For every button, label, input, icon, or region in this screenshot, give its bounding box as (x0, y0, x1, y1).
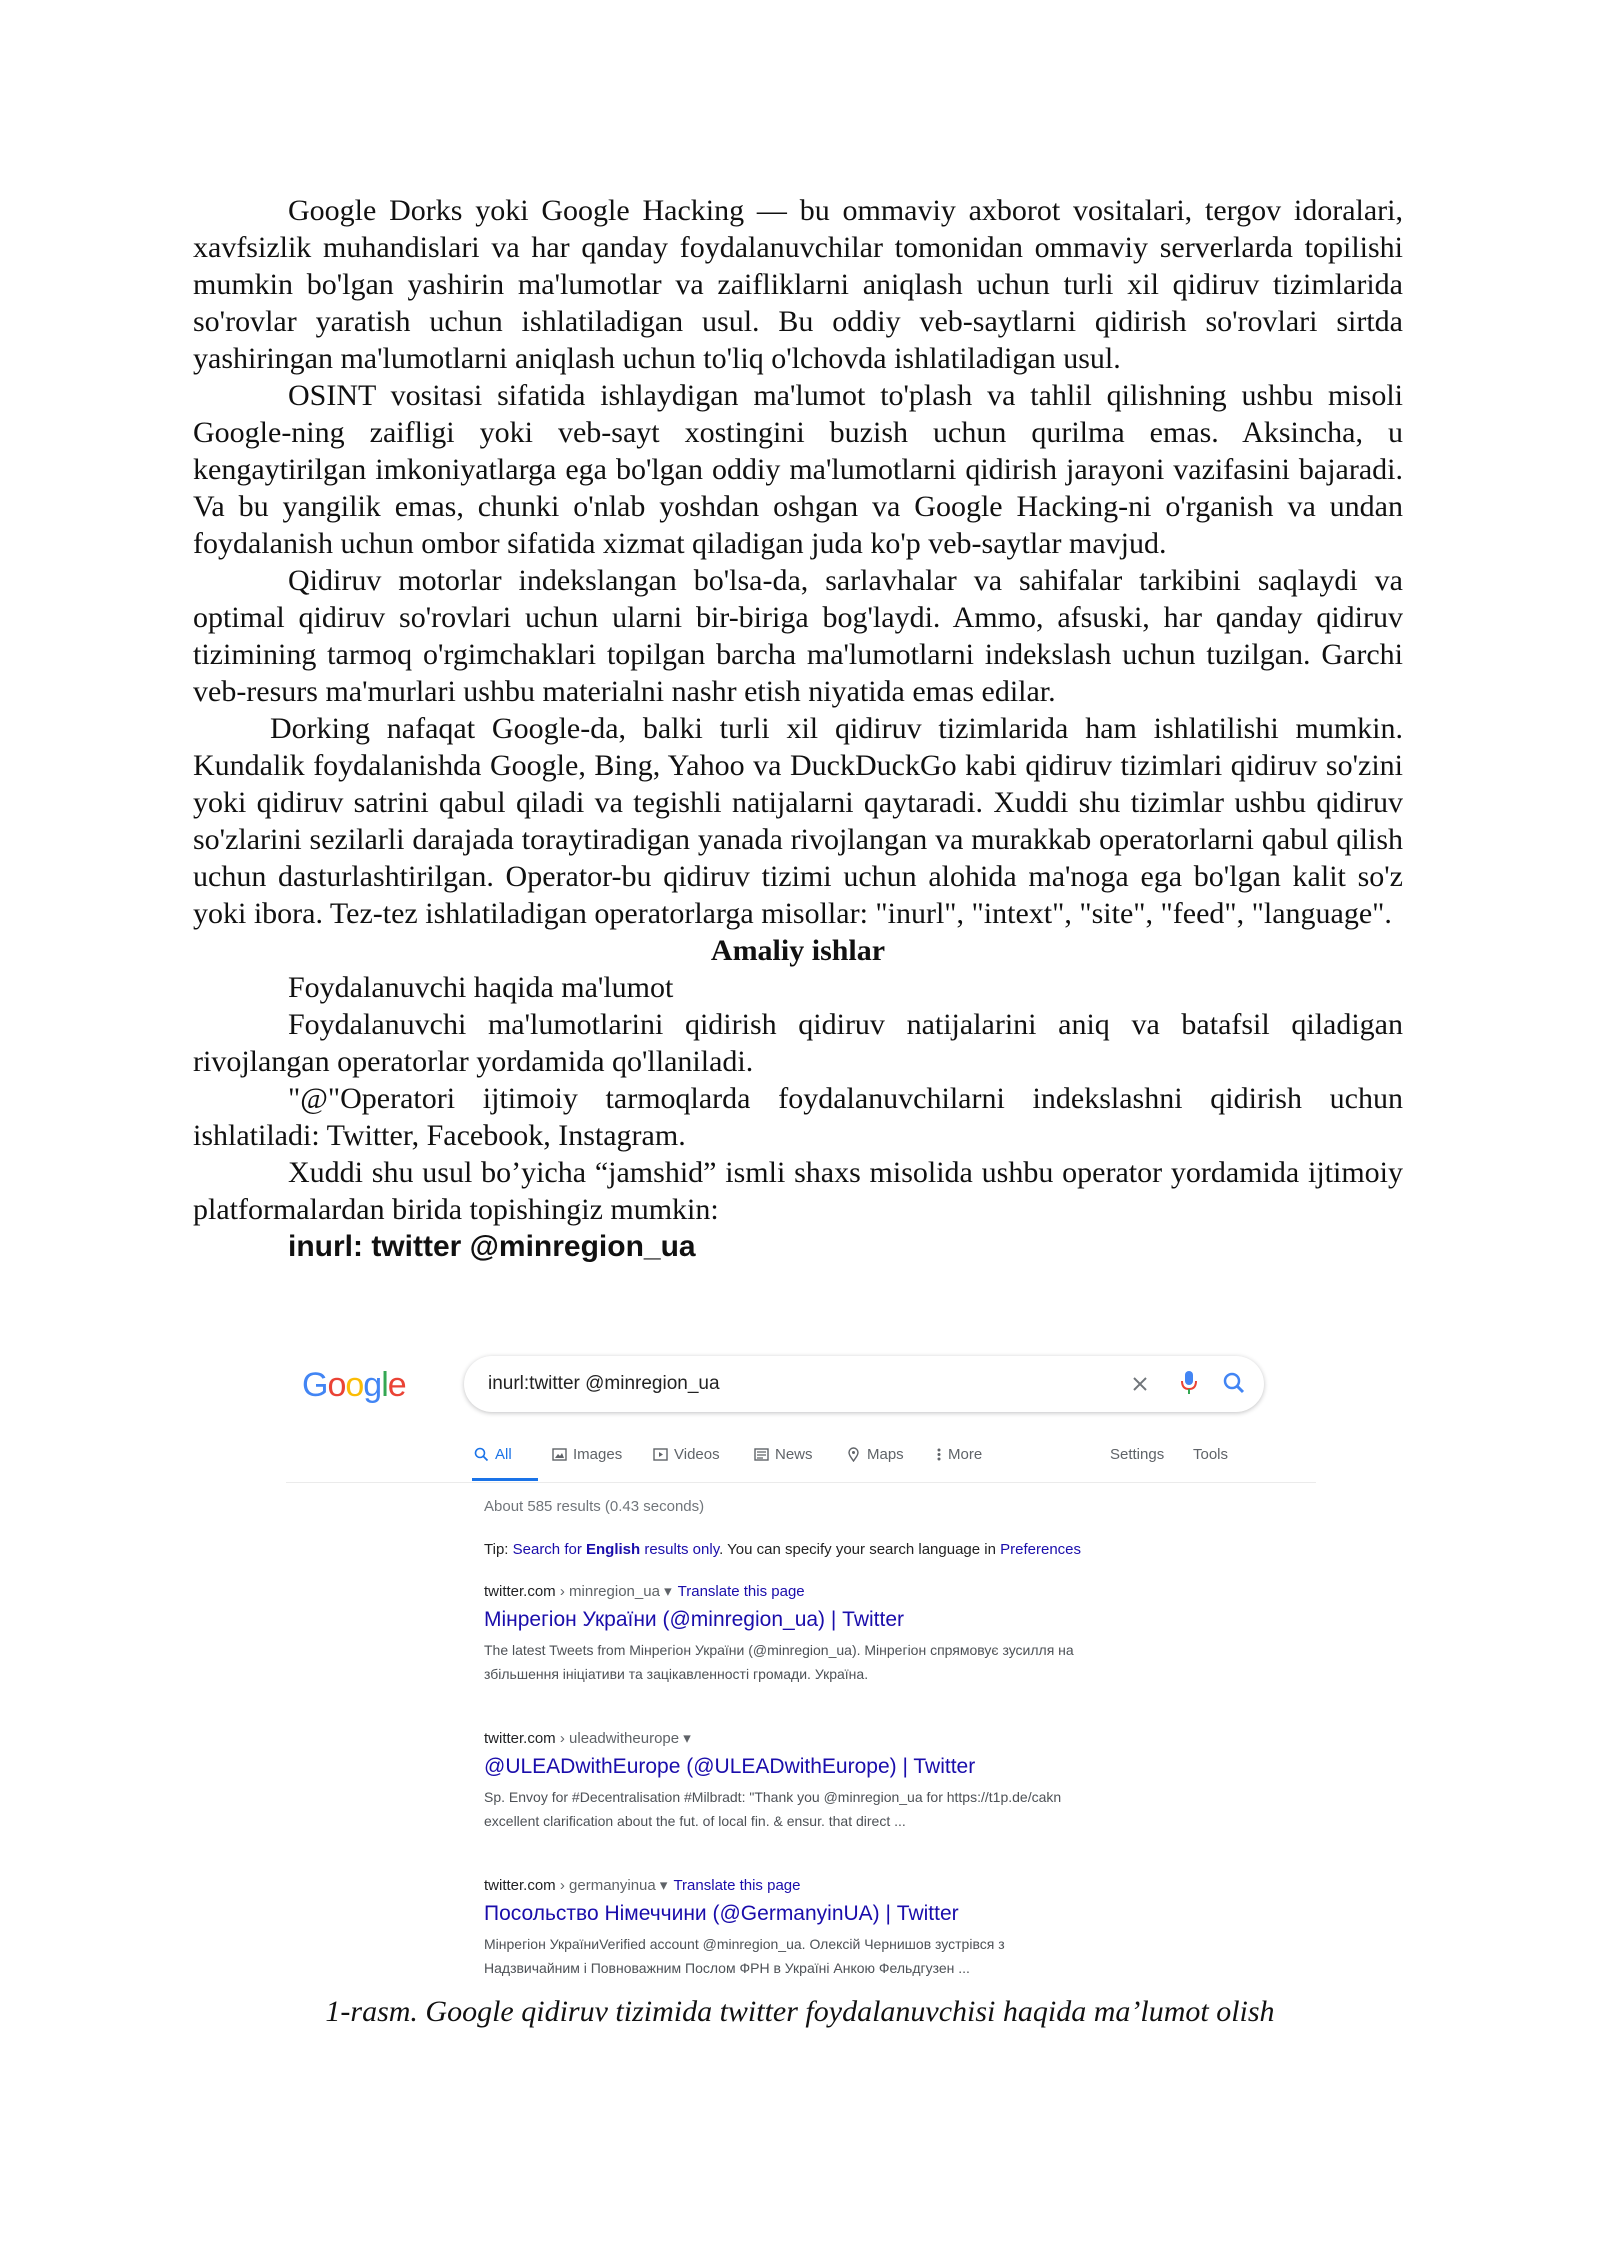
result-url (484, 1582, 1204, 1600)
result-title-link[interactable]: @ULEADwithEurope (@ULEADwithEurope) | Twitter (484, 1755, 976, 1778)
tab-label: More (948, 1446, 983, 1463)
search-result (484, 1729, 1204, 1833)
translate-link[interactable]: Translate this page (673, 1877, 801, 1894)
search-input[interactable] (464, 1356, 1264, 1412)
map-pin-icon (846, 1447, 861, 1462)
tab-label: All (495, 1446, 512, 1463)
paragraph-osint: OSINT vositasi sifatida ishlaydigan ma'lumot to'plash va tahlil qilishning ushbu misoli Google-ning zaifligi yoki veb-sayt xostingini buzish uchun qurilma emas. Aksincha, u kengaytirilgan imkoniyatlarga ega bo'lgan oddiy ma'lumotlarni qidirish jarayoni vazifasini bajaradi. Va bu yangilik emas, chunki o'nlab yoshdan oshgan va Google Hacking-ni o'rganish va undan foydalanish uchun ombor sifatida xizmat qiladigan juda ko'p veb-saytlar mavjud. (193, 379, 1403, 560)
language-tip (484, 1541, 1081, 1558)
tip-prefix: Tip: (484, 1541, 513, 1558)
tip-results-only: results only (640, 1541, 720, 1558)
tab-settings[interactable] (1110, 1446, 1164, 1463)
search-result (484, 1582, 1204, 1686)
preferences-link[interactable]: Preferences (1000, 1541, 1081, 1558)
result-title-link[interactable]: Мінрегіон України (@minregion_ua) | Twitter (484, 1608, 905, 1631)
result-path: › uleadwitheurope (555, 1730, 680, 1747)
snippet-line: збільшення ініціативи та зацікавленності громади. Україна. (484, 1666, 869, 1682)
active-tab-indicator (472, 1478, 538, 1481)
tab-more[interactable] (936, 1446, 982, 1463)
news-icon (754, 1447, 769, 1462)
tab-label: Maps (867, 1446, 904, 1463)
search-query-text: inurl:twitter @minregion_ua (488, 1373, 720, 1394)
paragraph-search-engines: Qidiruv motorlar indekslangan bo'lsa-da, sarlavhalar va sahifalar tarkibini saqlaydi va optimal qidiruv so'rovlari uchun ularni bir-biriga bog'laydi. Ammo, afsuski, har qanday qidiruv tizimining tarmoq o'rgimchaklari topilgan barcha ma'lumotlarni indekslash uchun tuzilgan. Garchi veb-resurs ma'murlari ushbu materialni nashr etish niyatida emas edilar. (193, 564, 1403, 708)
search-for-link[interactable] (513, 1541, 719, 1558)
tab-label: Tools (1193, 1446, 1229, 1463)
tip-search-for: Search for (512, 1541, 586, 1558)
search-icon (474, 1447, 489, 1462)
more-vert-icon (936, 1447, 942, 1462)
paragraph-dorking: Dorking nafaqat Google-da, balki turli xil qidiruv tizimlarida ham ishlatilishi mumkin. Kundalik foydalanishda Google, Bing, Yahoo va DuckDuckGo kabi qidiruv tizimlari qidiruv so'zini yoki qidiruv satrini qabul qiladi va tegishli natijalarni qaytaradi. Xuddi shu tizimlar ushbu qidiruv so'zlarini sezilarli darajada toraytiradigan yanada rivojlangan va murakkab operatorlarni qabul qilish uchun dasturlashtirilgan. Operator-bu qidiruv tizimi uchun alohida ma'noga ega bo'lgan kalit so'z yoki ibora. Tez-tez ishlatiladigan operatorlarga misollar: "inurl", "intext", "site", "feed", "language". (193, 712, 1403, 930)
video-icon (653, 1447, 668, 1462)
search-tabs (286, 1438, 1316, 1483)
result-path: › germanyinua (555, 1877, 656, 1894)
section-heading: Amaliy ishlar (710, 934, 886, 967)
figure-caption: 1-rasm. Google qidiruv tizimida twitter foydalanuvchisi haqida ma’lumot olish (325, 1995, 1275, 2028)
snippet-line: The latest Tweets from Мінрегіон України (@minregion_ua). Мінрегіон спрямовує зусилля на (484, 1642, 1074, 1658)
translate-link[interactable]: Translate this page (677, 1583, 805, 1600)
chevron-down-icon[interactable]: ▾ (664, 1583, 672, 1600)
tab-label: Videos (674, 1446, 720, 1463)
tab-label: News (775, 1446, 813, 1463)
tab-label: Settings (1110, 1446, 1165, 1463)
logo-letter: g (363, 1366, 382, 1404)
snippet-line: Мінрегіон УкраїниVerified account @minregion_ua. Олексій Чернишов зустрівся з (484, 1936, 1005, 1952)
result-snippet (484, 1785, 1204, 1833)
result-domain: twitter.com (484, 1730, 556, 1747)
search-icon[interactable] (1222, 1371, 1246, 1395)
tab-maps[interactable] (846, 1446, 904, 1463)
google-logo (302, 1366, 406, 1405)
dork-query-example: inurl: twitter @minregion_ua (288, 1230, 696, 1263)
tab-news[interactable] (754, 1446, 813, 1463)
result-url (484, 1876, 1204, 1894)
result-snippet (484, 1932, 1204, 1980)
logo-letter: e (387, 1366, 406, 1404)
snippet-line: excellent clarification about the fut. of local fin. & ensur. that direct ... (484, 1813, 906, 1829)
paragraph-at-operator: "@"Operatori ijtimoiy tarmoqlarda foydalanuvchilarni indekslashni qidirish uchun ishlatiladi: Twitter, Facebook, Instagram. (193, 1082, 1403, 1152)
result-stats: About 585 results (0.43 seconds) (484, 1498, 705, 1515)
paragraph-user-search: Foydalanuvchi ma'lumotlarini qidirish qidiruv natijalarini aniq va batafsil qiladigan rivojlangan operatorlar yordamida qo'llaniladi. (193, 1008, 1403, 1078)
search-result (484, 1876, 1204, 1980)
result-domain: twitter.com (484, 1877, 556, 1894)
microphone-icon[interactable] (1180, 1370, 1198, 1396)
tab-images[interactable] (552, 1446, 622, 1463)
chevron-down-icon[interactable]: ▾ (659, 1877, 668, 1894)
google-search-screenshot (286, 1350, 1316, 1976)
paragraph-google-dorks: Google Dorks yoki Google Hacking — bu ommaviy axborot vositalari, tergov idoralari, xavfsizlik muhandislari va har qanday foydalanuvchilar tomonidan ommaviy serverlarda topilishi mumkin bo'lgan yashirin ma'lumotlar va zaifliklarni aniqlash uchun turli xil qidiruv tizimlarida so'rovlar yaratish uchun ishlatiladigan usul. Bu oddiy veb-saytlarni qidirish so'rovlari sirtda yashiringan ma'lumotlarni aniqlash uchun to'liq o'lchovda ishlatiladigan usul. (193, 194, 1403, 375)
tab-videos[interactable] (653, 1446, 720, 1463)
body-text (193, 192, 1403, 1265)
chevron-down-icon[interactable]: ▾ (683, 1730, 691, 1747)
result-title-link[interactable]: Посольство Німеччини (@GermanyinUA) | Twitter (484, 1902, 959, 1925)
paragraph-user-info: Foydalanuvchi haqida ma'lumot (288, 971, 674, 1004)
result-snippet (484, 1638, 1204, 1686)
tip-middle: . You can specify your search language in (719, 1541, 1001, 1558)
logo-letter: G (302, 1366, 328, 1404)
result-path: › minregion_ua (555, 1583, 660, 1600)
logo-letter: o (327, 1366, 346, 1404)
tab-label: Images (573, 1446, 623, 1463)
image-icon (552, 1447, 567, 1462)
logo-letter: l (381, 1366, 388, 1404)
snippet-line: Надзвичайним і Повноважним Послом ФРН в Україні Анкою Фельдгузен ... (484, 1960, 970, 1976)
snippet-line: Sp. Envoy for #Decentralisation #Milbradt: "Thank you @minregion_ua for https://t1p.de/cakn (484, 1789, 1062, 1805)
tab-all[interactable] (474, 1446, 512, 1463)
result-domain: twitter.com (484, 1583, 556, 1600)
result-url (484, 1729, 1204, 1747)
paragraph-example: Xuddi shu usul bo’yicha “jamshid” ismli shaxs misolida ushbu operator yordamida ijtimoiy platformalardan birida topishingiz mumkin: (193, 1156, 1403, 1226)
clear-icon[interactable] (1130, 1374, 1150, 1394)
tip-english: English (586, 1541, 641, 1558)
tab-tools[interactable] (1193, 1446, 1228, 1463)
logo-letter: o (345, 1366, 364, 1404)
